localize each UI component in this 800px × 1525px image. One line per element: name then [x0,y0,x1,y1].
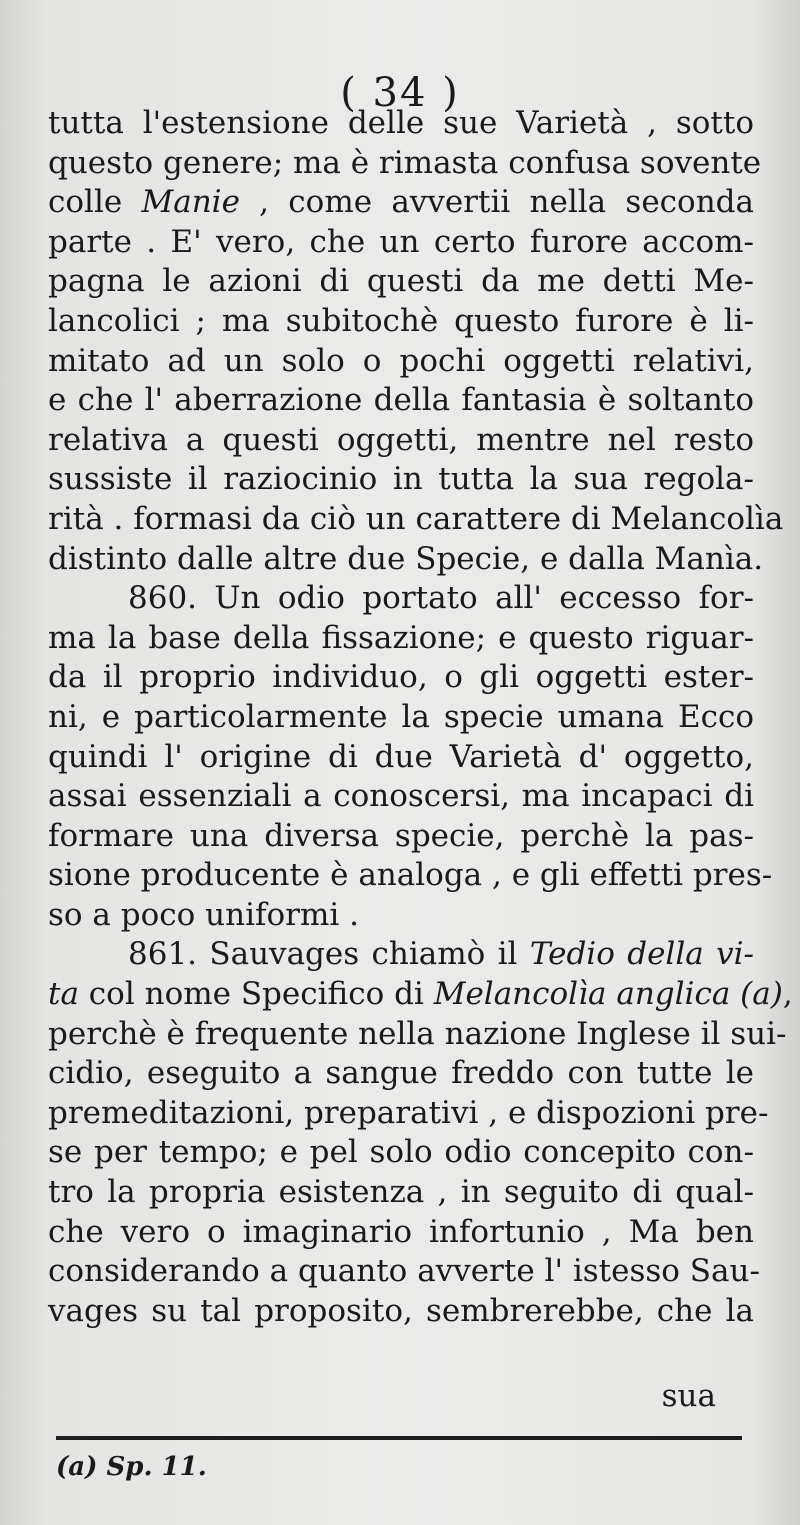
text-line [48,1252,760,1292]
line-text: , [782,976,793,1013]
text-line [48,183,754,223]
text-line [48,1213,754,1253]
footnote-rule [56,1436,742,1440]
line-text: sione producente è analoga , e gli effetti pres- [48,857,773,894]
text-line [48,1015,787,1055]
line-text: pagna le azioni di questi da me detti Me- [48,263,754,300]
text-line [48,777,754,817]
text-line [48,738,754,778]
text-line [48,698,754,738]
line-text: relativa a questi oggetti, mentre nel resto [48,421,754,458]
text-line [48,223,754,263]
line-text: so a poco uniformi . [48,896,359,933]
text-line [48,144,762,184]
line-text: parte . E' vero, che un certo furore accom- [48,223,754,260]
page-number: ( 34 ) [340,70,460,116]
text-line [48,342,754,382]
line-text: premeditazioni, preparativi , e dispozioni pre- [48,1094,769,1131]
line-text: da il proprio individuo, o gli oggetti ester- [48,659,754,696]
line-text: tro la propria esistenza , in seguito di qual- [48,1174,754,1211]
line-text: quindi l' origine di due Varietà d' oggetto, [48,738,754,775]
line-text: ma la base della fissazione; e questo riguar- [48,619,754,656]
line-text: che vero o imaginario infortunio , Ma ben [48,1213,754,1250]
line-text: perchè è frequente nella nazione Inglese il sui- [48,1015,787,1052]
line-text: distinto dalle altre due Specie, e dalla Manìa. [48,540,764,577]
line-text: ni, e particolarmente la specie umana Ecco [48,698,754,735]
text-line [48,896,754,936]
line-text: questo genere; ma è rimasta confusa sovente [48,144,762,181]
italic-text: Melancolìa anglica (a) [433,976,783,1013]
line-text: se per tempo; e pel solo odio concepito con- [48,1134,754,1171]
line-text: rità . formasi da ciò un carattere di Melancolìa [48,500,784,537]
line-text: col nome Specifico di [78,976,434,1013]
text-line [48,658,754,698]
text-line [48,1094,769,1134]
text-line [48,1133,754,1173]
text-line [48,460,754,500]
line-text: 861. Sauvages chiamò il [128,936,530,973]
text-line [48,619,754,659]
text-line [48,302,754,342]
italic-text: Manie [141,184,240,221]
text-line [48,856,773,896]
text-line [48,104,754,144]
line-text: formare una diversa specie, perchè la pas- [48,817,754,854]
line-text: e che l' aberrazione della fantasia è soltanto [48,382,754,419]
italic-text: Tedio della vi- [529,936,754,973]
text-line [48,1173,754,1213]
text-line [48,579,754,619]
text-line [48,381,754,421]
text-line [48,817,754,857]
body-text [48,104,793,1331]
catchword: sua [661,1378,716,1414]
italic-text: ta [48,976,79,1013]
line-text: sussiste il raziocinio in tutta la sua regola- [48,461,754,498]
line-text: colle [48,184,142,221]
text-line [48,1292,754,1332]
line-text: lancolici ; ma subitochè questo furore è li- [48,302,754,339]
text-line [48,975,793,1015]
text-line [48,1054,754,1094]
line-text: 860. Un odio portato all' eccesso for- [128,580,754,617]
line-text: cidio, eseguito a sangue freddo con tutte le [48,1055,754,1092]
text-line [48,500,784,540]
line-text: assai essenziali a conoscersi, ma incapaci di [48,778,754,815]
text-line [48,935,754,975]
line-text: mitato ad un solo o pochi oggetti relativi, [48,342,754,379]
footnote: (a) Sp. 11. [56,1452,207,1482]
line-text: , come avvertii nella seconda [239,184,754,221]
text-line [48,262,754,302]
line-text: tutta l'estensione delle sue Varietà , sotto [48,105,754,141]
text-line [48,540,764,580]
text-line [48,421,754,461]
line-text: considerando a quanto avverte l' istesso Sau- [48,1253,760,1290]
line-text: vages su tal proposito, sembrerebbe, che la [48,1292,754,1329]
